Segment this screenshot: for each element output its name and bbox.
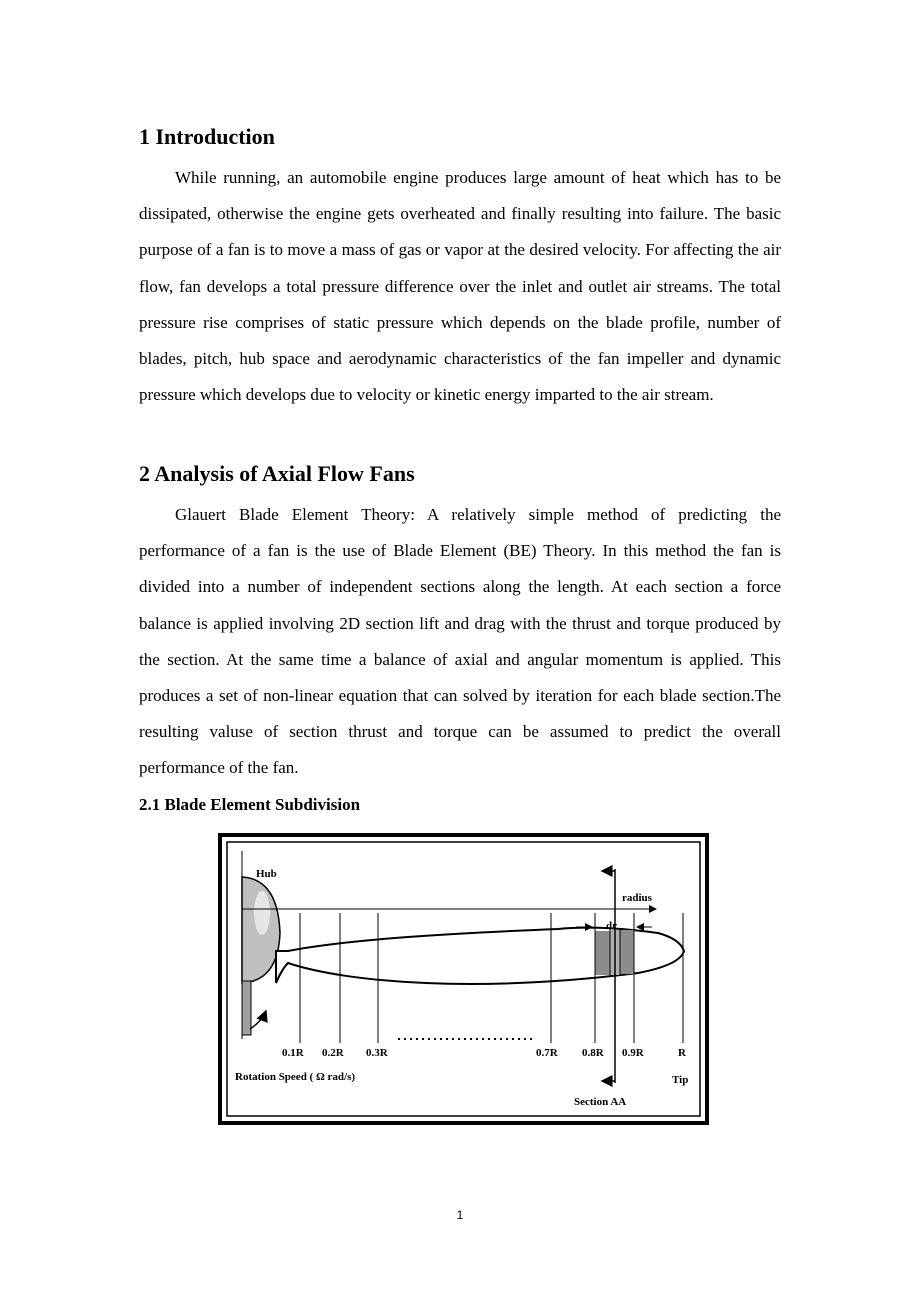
- subsection-heading-blade-element: 2.1 Blade Element Subdivision: [139, 795, 361, 814]
- station-label-0-8R: 0.8R: [582, 1047, 604, 1059]
- page-number: 1: [456, 1208, 464, 1222]
- blade-element-a: [595, 931, 610, 975]
- section-aa-label: Section AA: [574, 1096, 627, 1108]
- station-label-0-1R: 0.1R: [282, 1047, 304, 1059]
- rotation-speed-label: Rotation Speed ( Ω rad/s): [235, 1071, 356, 1083]
- blade-element-figure: [218, 833, 709, 1125]
- blade-element-diagram: [218, 833, 709, 1125]
- section-heading-axial-flow-fans: 2 Analysis of Axial Flow Fans: [139, 461, 415, 486]
- station-label-R: R: [678, 1047, 686, 1059]
- hub-shaft: [242, 981, 251, 1035]
- hub-highlight: [254, 891, 270, 935]
- station-label-0-9R: 0.9R: [622, 1047, 644, 1059]
- tip-label: Tip: [672, 1074, 689, 1086]
- axial-flow-fans-paragraph: Glauert Blade Element Theory: A relatively simple method of predicting the performance of a fan is the use of Blade Element (BE) Theory. In this method the fan is divided into a number of independent sections along the length. At each section a force balance is applied involving 2D section lift and drag with the thrust and torque produced by the section. At the same time a balance of axial and angular momentum is applied. This produces a set of non-linear equation that can solved by iteration for each blade section.The resulting valuse of section thrust and torque can be assumed to predict the overall performance of the fan.: [139, 505, 781, 778]
- hub-label: Hub: [256, 868, 277, 880]
- dr-label: dr: [606, 920, 617, 932]
- section-heading-introduction: 1 Introduction: [139, 124, 275, 149]
- introduction-paragraph: While running, an automobile engine produces large amount of heat which has to be dissipated, otherwise the engine gets overheated and finally resulting into failure. The basic purpose of a fan is to move a mass of gas or vapor at the desired velocity. For affecting the air flow, fan develops a total pressure difference over the inlet and outlet air streams. The total pressure rise comprises of static pressure which depends on the blade profile, number of blades, pitch, hub space and aerodynamic characteristics of the fan impeller and dynamic pressure which develops due to velocity or kinetic energy imparted to the air stream.: [139, 168, 781, 405]
- radius-label: radius: [622, 892, 652, 904]
- station-label-0-7R: 0.7R: [536, 1047, 558, 1059]
- station-label-0-3R: 0.3R: [366, 1047, 388, 1059]
- station-label-0-2R: 0.2R: [322, 1047, 344, 1059]
- blade-element-c: [620, 930, 634, 974]
